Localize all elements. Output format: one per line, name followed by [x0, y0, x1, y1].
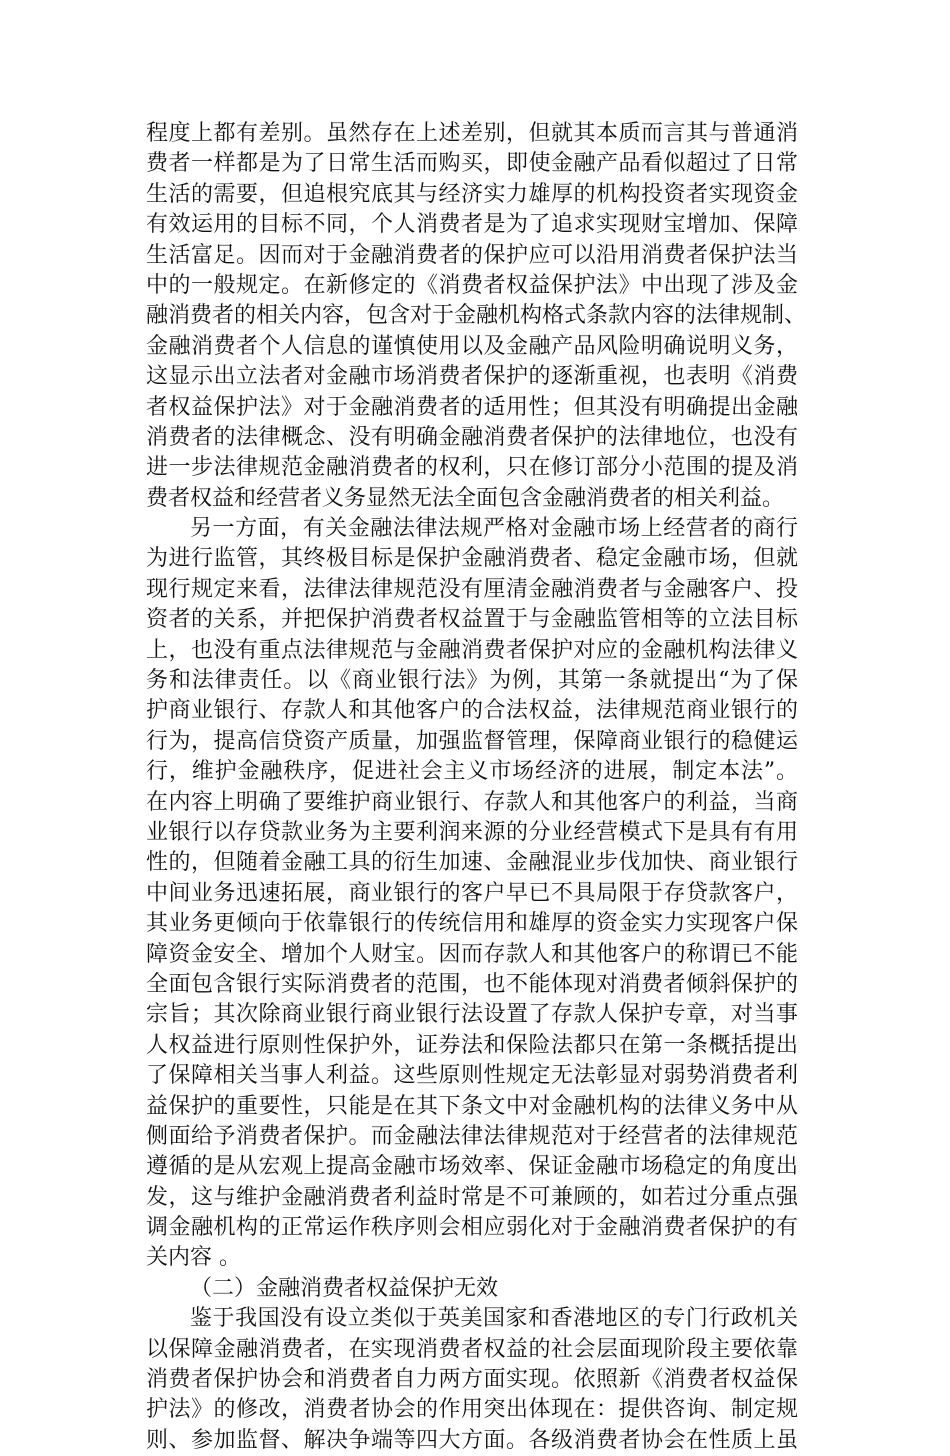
text-line: 宗旨；其次除商业银行商业银行法设置了存款人保护专章，对当事: [146, 1002, 798, 1028]
text-line: 消费者的法律概念、没有明确金融消费者保护的法律地位，也没有: [146, 424, 798, 450]
text-line: 金融消费者个人信息的谨慎使用以及金融产品风险明确说明义务，: [146, 333, 798, 359]
text-line: 资者的关系，并把保护消费者权益置于与金融监管相等的立法目标: [146, 607, 798, 633]
text-line: 护法》的修改，消费者协会的作用突出体现在：提供咨询、制定规: [146, 1397, 798, 1423]
document-page: [146, 119, 807, 1456]
text-line: 遵循的是从宏观上提高金融市场效率、保证金融市场稳定的角度出: [146, 1154, 798, 1180]
section-heading: （二）金融消费者权益保护无效: [190, 1275, 499, 1301]
text-line: 上，也没有重点法律规范与金融消费者保护对应的金融机构法律义: [146, 637, 798, 663]
text-line: 发，这与维护金融消费者利益时常是不可兼顾的，如若过分重点强: [146, 1184, 798, 1210]
text-line: 关内容 。: [146, 1245, 241, 1271]
text-line: 生活富足。因而对于金融消费者的保护应可以沿用消费者保护法当: [146, 242, 798, 268]
text-line: 者权益保护法》对于金融消费者的适用性；但其没有明确提出金融: [146, 394, 798, 420]
text-line: 侧面给予消费者保护。而金融法律法律规范对于经营者的法律规范: [146, 1123, 798, 1149]
text-line: 生活的需要，但追根究底其与经济实力雄厚的机构投资者实现资金: [146, 181, 798, 207]
text-line: 融消费者的相关内容，包含对于金融机构格式条款内容的法律规制、: [146, 303, 807, 329]
text-line: 以保障金融消费者，在实现消费者权益的社会层面现阶段主要依靠: [146, 1336, 798, 1362]
text-line: 程度上都有差别。虽然存在上述差别，但就其本质而言其与普通消: [146, 121, 798, 146]
text-line: 则、参加监督、解决争端等四大方面。各级消费者协会在性质上虽: [146, 1427, 798, 1453]
text-line: 了保障相关当事人利益。这些原则性规定无法彰显对弱势消费者利: [146, 1063, 798, 1089]
paragraph-first-line: 鉴于我国没有设立类似于英美国家和香港地区的专门行政机关: [190, 1306, 798, 1332]
text-line: 这显示出立法者对金融市场消费者保护的逐渐重视，也表明《消费: [146, 364, 798, 390]
text-line: 性的，但随着金融工具的衍生加速、金融混业步伐加快、商业银行: [146, 850, 798, 876]
text-line: 人权益进行原则性保护外，证券法和保险法都只在第一条概括提出: [146, 1032, 798, 1058]
text-line: 护商业银行、存款人和其他客户的合法权益，法律规范商业银行的: [146, 698, 798, 724]
text-line: 行，维护金融秩序，促进社会主义市场经济的进展，制定本法”。: [146, 759, 798, 785]
text-line: 费者一样都是为了日常生活而购买，即使金融产品看似超过了日常: [146, 151, 798, 177]
text-line: 现行规定来看，法律法律规范没有厘清金融消费者与金融客户、投: [146, 576, 798, 602]
text-line: 费者权益和经营者义务显然无法全面包含金融消费者的相关利益。: [146, 485, 785, 511]
text-line: 调金融机构的正常运作秩序则会相应弱化对于金融消费者保护的有: [146, 1215, 798, 1241]
text-line: 其业务更倾向于依靠银行的传统信用和雄厚的资金实力实现客户保: [146, 911, 798, 937]
text-line: 有效运用的目标不同，个人消费者是为了追求实现财宝增加、保障: [146, 212, 798, 238]
text-line: 在内容上明确了要维护商业银行、存款人和其他客户的利益，当商: [146, 789, 798, 815]
text-line: 务和法律责任。以《商业银行法》为例，其第一条就提出“为了保: [146, 668, 798, 694]
text-line: 中的一般规定。在新修定的《消费者权益保护法》中出现了涉及金: [146, 272, 798, 298]
paragraph-first-line: 另一方面，有关金融法律法规严格对金融市场上经营者的商行: [190, 516, 798, 542]
text-line: 为进行监管，其终极目标是保护金融消费者、稳定金融市场，但就: [146, 546, 798, 572]
text-line: 中间业务迅速拓展，商业银行的客户早已不具局限于存贷款客户，: [146, 880, 798, 906]
text-line: 益保护的重要性，只能是在其下条文中对金融机构的法律义务中从: [146, 1093, 798, 1119]
text-line: 障资金安全、增加个人财宝。因而存款人和其他客户的称谓已不能: [146, 941, 798, 967]
text-line: 业银行以存贷款业务为主要利润来源的分业经营模式下是具有有用: [146, 819, 798, 845]
text-line: 全面包含银行实际消费者的范围，也不能体现对消费者倾斜保护的: [146, 971, 798, 997]
text-line: 进一步法律规范金融消费者的权利，只在修订部分小范围的提及消: [146, 455, 798, 481]
text-line: 行为，提高信贷资产质量，加强监督管理，保障商业银行的稳健运: [146, 728, 798, 754]
text-line: 消费者保护协会和消费者自力两方面实现。依照新《消费者权益保: [146, 1367, 798, 1393]
